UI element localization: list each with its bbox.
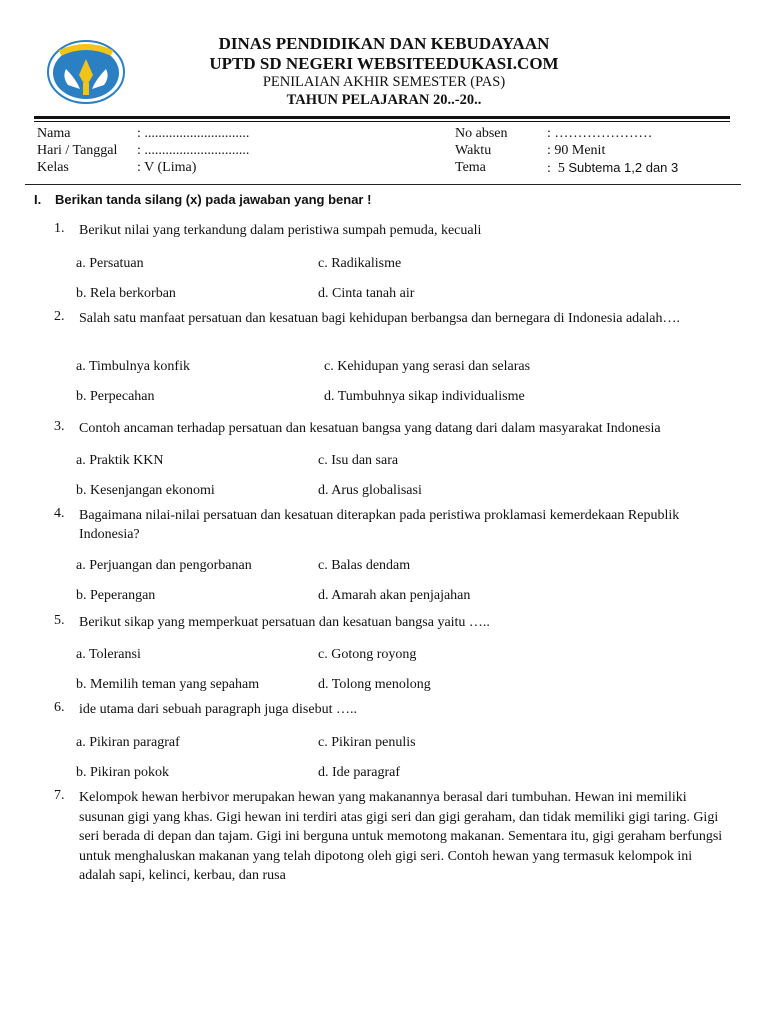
nama-label: Nama [37, 126, 71, 141]
question-3-text: Contoh ancaman terhadap persatuan dan kesatuan bangsa yang datang dari dalam masyarakat Indonesia [79, 421, 661, 436]
question-6-option-d[interactable]: d. Ide paragraf [318, 765, 401, 780]
question-6-option-b[interactable]: b. Pikiran pokok [76, 765, 169, 780]
header-divider-thin [34, 121, 730, 122]
section-number: I. [34, 192, 42, 207]
question-1-number: 1. [54, 221, 65, 236]
question-4-option-a[interactable]: a. Perjuangan dan pengorbanan [76, 558, 252, 573]
waktu-label: Waktu [455, 143, 492, 158]
question-1-option-b[interactable]: b. Rela berkorban [76, 286, 176, 301]
header-school-year: TAHUN PELAJARAN 20..-20.. [286, 92, 482, 108]
question-3-option-c[interactable]: c. Isu dan sara [318, 453, 399, 468]
tema-subtema: Subtema 1,2 dan 3 [568, 160, 679, 175]
question-5-text: Berikut sikap yang memperkuat persatuan dan kesatuan bangsa yaitu ….. [79, 615, 490, 630]
question-5-option-b[interactable]: b. Memilih teman yang sepaham [76, 677, 260, 692]
question-1-text: Berikut nilai yang terkandung dalam peristiwa sumpah pemuda, kecuali [79, 223, 482, 238]
question-2-option-c[interactable]: c. Kehidupan yang serasi dan selaras [324, 359, 531, 374]
tema-prefix: : 5 [547, 161, 569, 176]
question-6-option-c[interactable]: c. Pikiran penulis [318, 735, 416, 750]
question-4-text: Bagaimana nilai-nilai persatuan dan kesatuan diterapkan pada peristiwa proklamasi kemerdekaan Republik Indonesia? [79, 508, 680, 542]
question-6-number: 6. [54, 700, 65, 715]
tema-value [547, 159, 678, 177]
question-1-option-c[interactable]: c. Radikalisme [318, 256, 402, 271]
kelas-label: Kelas [37, 160, 69, 175]
question-5-option-a[interactable]: a. Toleransi [76, 647, 141, 662]
question-1-option-d[interactable]: d. Cinta tanah air [318, 286, 415, 301]
question-6-option-a[interactable]: a. Pikiran paragraf [76, 735, 180, 750]
question-3-option-b[interactable]: b. Kesenjangan ekonomi [76, 483, 215, 498]
section-instruction: Berikan tanda silang (x) pada jawaban yang benar ! [55, 192, 372, 207]
kelas-value: : V (Lima) [137, 160, 197, 175]
header-school: UPTD SD NEGERI WEBSITEEDUKASI.COM [209, 54, 559, 73]
no-absen-label: No absen [455, 126, 508, 141]
question-4-option-b[interactable]: b. Peperangan [76, 588, 156, 603]
question-2-option-d[interactable]: d. Tumbuhnya sikap individualisme [324, 389, 525, 404]
hari-tanggal-field[interactable]: : .............................. [137, 143, 250, 158]
question-3-option-a[interactable]: a. Praktik KKN [76, 453, 164, 468]
hari-tanggal-label: Hari / Tanggal [37, 143, 118, 158]
question-4-option-c[interactable]: c. Balas dendam [318, 558, 411, 573]
tema-label: Tema [455, 160, 486, 175]
no-absen-field[interactable]: : ………………… [547, 126, 653, 141]
question-2-number: 2. [54, 309, 65, 324]
question-2-option-a[interactable]: a. Timbulnya konfik [76, 359, 190, 374]
question-6-text: ide utama dari sebuah paragraph juga disebut ….. [79, 702, 357, 717]
header-exam-title: PENILAIAN AKHIR SEMESTER (PAS) [262, 74, 506, 90]
question-3-number: 3. [54, 419, 65, 434]
header-agency: DINAS PENDIDIKAN DAN KEBUDAYAAN [218, 34, 550, 53]
waktu-value: : 90 Menit [547, 143, 606, 158]
question-5-option-d[interactable]: d. Tolong menolong [318, 677, 431, 692]
question-5-option-c[interactable]: c. Gotong royong [318, 647, 417, 662]
question-7-number: 7. [54, 788, 65, 803]
question-5-number: 5. [54, 613, 65, 628]
question-4-number: 4. [54, 506, 65, 521]
nama-field[interactable]: : .............................. [137, 126, 250, 141]
question-7-passage: Kelompok hewan herbivor merupakan hewan yang makanannya berasal dari tumbuhan. Hewan ini memiliki susunan gigi yang khas. Gigi hewan ini terdiri atas gigi seri dan gigi geraham, dan tidak memiliki gigi taring. Gigi seri berada di depan dan tajam. Gigi ini berguna untuk memotong makanan. Sementara itu, gigi geraham berfungsi untuk menghaluskan makanan yang telah dipotong oleh gigi seri. Contoh hewan yang termasuk kelompok ini adalah sapi, kelinci, kerbau, dan rusa [79, 790, 723, 883]
info-divider [25, 184, 741, 185]
header-divider-thick [34, 116, 730, 119]
question-2-option-b[interactable]: b. Perpecahan [76, 389, 155, 404]
question-4-option-d[interactable]: d. Amarah akan penjajahan [318, 588, 471, 603]
question-2-text: Salah satu manfaat persatuan dan kesatuan bagi kehidupan berbangsa dan bernegara di Indonesia adalah…. [79, 311, 680, 326]
question-3-option-d[interactable]: d. Arus globalisasi [318, 483, 422, 498]
question-1-option-a[interactable]: a. Persatuan [76, 256, 144, 271]
